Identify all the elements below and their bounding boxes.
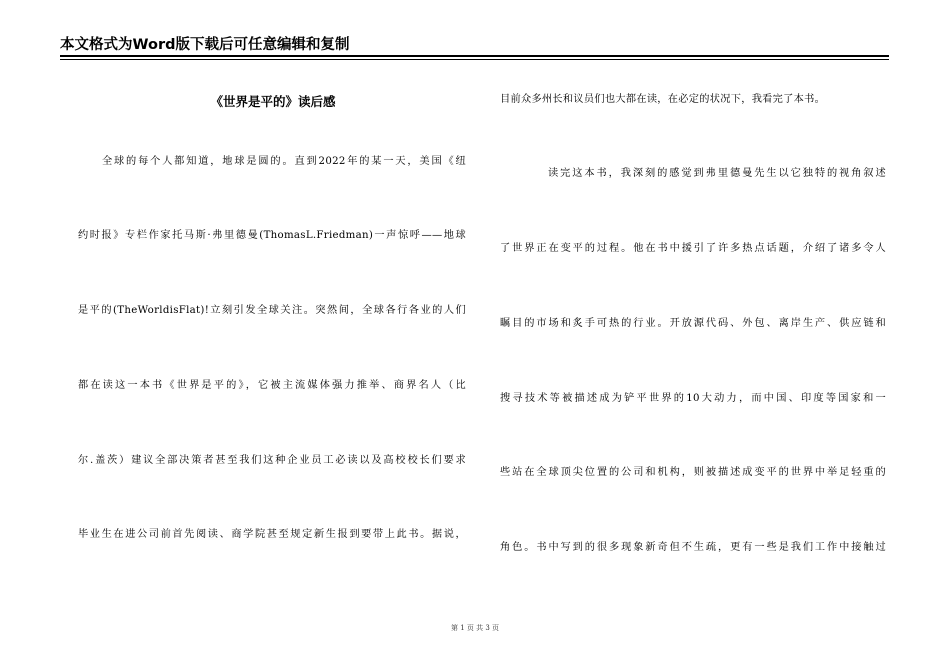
header-title: 本文格式为Word版下载后可任意编辑和复制 bbox=[60, 37, 350, 53]
header-divider-thin bbox=[60, 59, 889, 60]
document-title: 《世界是平的》读后感 bbox=[210, 94, 336, 109]
right-column-line-6: 些站在全球顶尖位置的公司和机构，则被描述成变平的世界中举足轻重的 bbox=[500, 467, 886, 478]
left-column-line-5: 尔.盖茨）建议全部决策者甚至我们这种企业员工必读以及高校校长们要求 bbox=[78, 455, 466, 466]
right-column-line-5: 搜寻技术等被描述成为铲平世界的10大动力，而中国、印度等国家和一 bbox=[500, 393, 886, 404]
left-column-line-6: 毕业生在进公司前首先阅读、商学院甚至规定新生报到要带上此书。据说， bbox=[78, 529, 466, 540]
left-column-line-4: 都在读这一本书《世界是平的》，它被主流媒体强力推举、商界名人（比 bbox=[78, 380, 466, 391]
left-column-line-1: 全球的每个人都知道，地球是圆的。直到2022年的某一天，美国《纽 bbox=[102, 156, 466, 167]
right-column-line-3: 了世界正在变平的过程。他在书中援引了许多热点话题，介绍了诸多令人 bbox=[500, 243, 886, 254]
right-column-line-1: 目前众多州长和议员们也大都在读，在必定的状况下，我看完了本书。 bbox=[500, 94, 826, 105]
page-number: 第 1 页 共 3 页 bbox=[450, 624, 500, 632]
right-column-line-7: 角色。书中写到的很多现象新奇但不生疏，更有一些是我们工作中接触过 bbox=[500, 542, 886, 553]
left-column-line-2: 约时报》专栏作家托马斯·弗里德曼(ThomasL.Friedman)一声惊呼——地球 bbox=[78, 230, 466, 241]
header-divider-thick bbox=[60, 55, 889, 57]
right-column-line-2: 读完这本书，我深刻的感觉到弗里德曼先生以它独特的视角叙述 bbox=[548, 168, 886, 179]
left-column-line-3: 是平的(TheWorldisFlat)!立刻引发全球关注。突然间，全球各行各业的人们 bbox=[78, 305, 466, 316]
right-column-line-4: 瞩目的市场和炙手可热的行业。开放源代码、外包、离岸生产、供应链和 bbox=[500, 318, 886, 329]
